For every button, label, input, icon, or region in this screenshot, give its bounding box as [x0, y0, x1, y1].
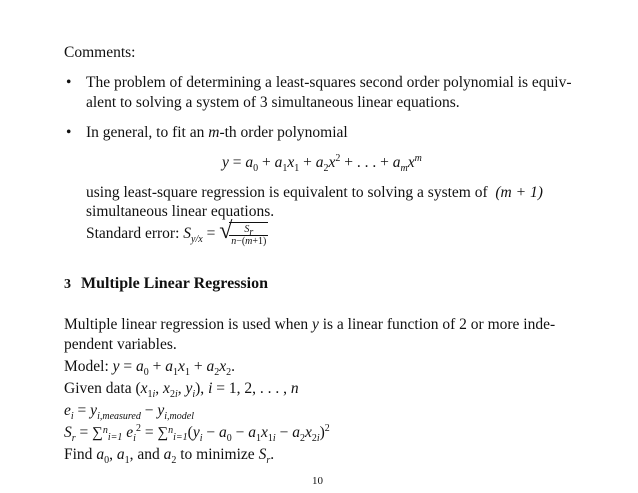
find-line: Find $a_0$, $a_1$, and $a_2$ to minimize $S_r$. [64, 446, 275, 467]
bullet2-intro: In general, to fit an m-th order polynomial [86, 124, 348, 141]
sqrt-symbol: √ $\frac{S_r}{n-(m+1)}$ [219, 218, 267, 247]
page-number: 10 [312, 475, 323, 487]
model-line: Model: $y = a_0 + a_1x_1 + a_2x_2$. [64, 358, 235, 379]
bullet1-line1: The problem of determining a least-squares second order polynomial is equiv- [86, 74, 572, 91]
sum-of-squares: $S_r = \sum^n_{i=1}$ $e_i^2 = \sum^n_{i=1}(y_i - a_0 - a_1x_{1i} - a_2x_{2i})^2$ [64, 422, 330, 445]
bullet2-after-line1: using least-square regression is equivalent to solving a system of (m + 1) [86, 184, 543, 201]
residual-definition: $e_i = y_{i,measured} - y_{i,model}$ [64, 402, 194, 423]
given-data-line: Given data ($x_{1i}$, $x_{2i}$, $y_i$), i = 1, 2, . . . , n [64, 380, 299, 401]
para1-line2: pendent variables. [64, 336, 177, 353]
bullet-marker: • [66, 124, 72, 141]
bullet2-after-line2: simultaneous linear equations. [86, 203, 275, 220]
para1-line1: Multiple linear regression is used when y is a linear function of 2 or more inde- [64, 316, 556, 333]
standard-error: Standard error: $S_{y/x}$ = √ $\frac{S_r}{n-(m+1)}$ [86, 218, 267, 247]
bullet1-line2: alent to solving a system of 3 simultaneous linear equations. [86, 94, 460, 111]
comments-label: Comments: [64, 44, 136, 61]
polynomial-equation: $y = a_0 + a_1x_1 + a_2x^2$ + . . . + $a_mx^m$ [222, 152, 422, 175]
section-heading: 3 Multiple Linear Regression [64, 275, 268, 292]
bullet-marker: • [66, 74, 72, 91]
